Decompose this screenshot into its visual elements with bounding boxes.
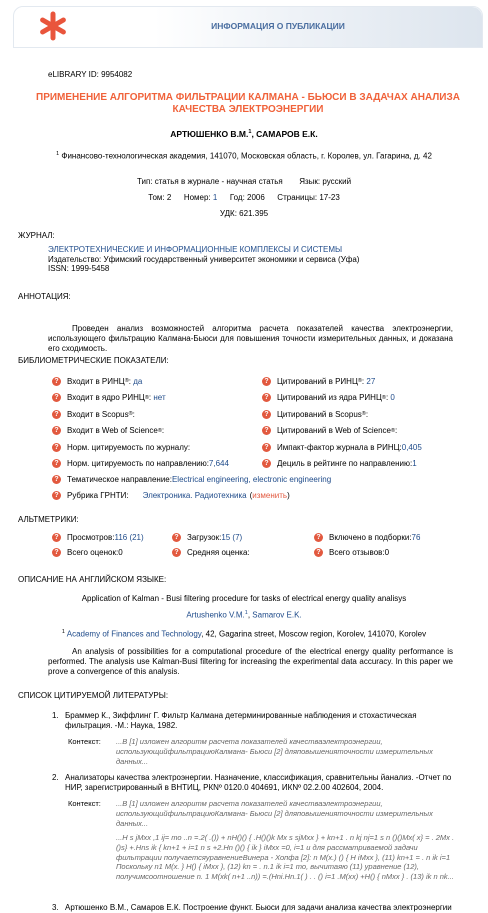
help-icon[interactable]: ?	[262, 377, 271, 386]
author-link[interactable]: АРТЮШЕНКО В.М.	[170, 129, 249, 139]
collections-item	[314, 533, 420, 542]
avg-label: Средняя оценка:	[187, 548, 250, 557]
affiliation-sup: 1	[56, 151, 60, 157]
indicator-row	[262, 456, 482, 473]
help-icon[interactable]: ?	[314, 548, 323, 557]
indicator-label: Норм. цитируемость по направлению:	[67, 459, 209, 469]
registered-mark: ®	[361, 411, 366, 418]
journal-name-link[interactable]: ЭЛЕКТРОТЕХНИЧЕСКИЕ И ИНФОРМАЦИОННЫЕ КОМПЛЕКСЫ И СИСТЕМЫ	[48, 245, 343, 254]
pages-label: Страницы:	[277, 193, 318, 202]
indicator-value[interactable]: нет	[153, 393, 166, 403]
indicator-label: Импакт-фактор журнала в РИНЦ:	[277, 442, 402, 452]
udk-label: УДК:	[219, 209, 237, 218]
indicator-value[interactable]: 1	[412, 459, 417, 469]
indicator-value[interactable]: 7,644	[208, 459, 229, 469]
indicator-row	[52, 439, 262, 456]
indicator-label: Входит в Scopus	[67, 409, 129, 419]
biblio-left-column	[52, 373, 262, 472]
help-icon[interactable]: ?	[52, 410, 61, 419]
annotation-heading: АННОТАЦИЯ:	[18, 292, 71, 301]
altmetrics-heading: АЛЬТМЕТРИКИ:	[18, 515, 79, 524]
downloads-label: Загрузок:	[187, 533, 222, 542]
indicator-label: Дециль в рейтинге по направлению:	[277, 459, 413, 469]
reviews-label: Всего отзывов:	[329, 548, 385, 557]
type-label: Тип:	[136, 177, 153, 186]
registered-mark: ®	[357, 378, 362, 385]
reference-text: Браммер К., Зиффлинг Г. Фильтр Калмана детерминированные наблюдения и стохастическая фильтрация. -М.: Наука, 1982.	[65, 711, 417, 730]
help-icon[interactable]: ?	[262, 410, 271, 419]
indicator-colon: :	[365, 409, 369, 419]
english-author-link[interactable]: Artushenko V.M.	[186, 610, 245, 620]
reviews-item	[314, 548, 389, 557]
annotation-text: Проведен анализ возможностей алгоритма расчета показателей качества электроэнергии, использующего фильтрацию Калмана-Бьюси для повышения точности измерительных данных, и доказана его сходимость.	[48, 324, 453, 353]
meta-row-udk	[0, 209, 488, 218]
biblio-right-column	[262, 373, 482, 472]
indicator-label: Цитирований из ядра РИНЦ	[277, 393, 382, 403]
help-icon[interactable]: ?	[52, 443, 61, 452]
author-separator: ,	[251, 129, 257, 139]
registered-mark: ®	[390, 427, 396, 434]
indicator-row	[262, 423, 482, 440]
grnti-row: ? Рубрика ГРНТИ: Электроника. Радиотехника ( изменить )	[52, 488, 472, 505]
indicator-value[interactable]: да	[133, 376, 143, 386]
indicator-colon: :	[361, 376, 367, 386]
views-item	[52, 533, 144, 542]
reference-text: Анализаторы качества электроэнергии. Назначение, классификация, сравнительны йанализ. -Отчет по НИР, зарегистрированный в ВНТИЦ, РКNº 0120.0 404691, ИКNº 02.2.00 402604, 2004.	[65, 773, 452, 792]
help-icon[interactable]: ?	[52, 426, 61, 435]
number-link[interactable]: 1	[212, 193, 218, 202]
help-icon[interactable]: ?	[262, 426, 271, 435]
help-icon[interactable]: ?	[262, 459, 271, 468]
collections-label: Включено в подборки:	[329, 533, 412, 542]
help-icon[interactable]: ?	[52, 548, 61, 557]
year-value: 2006	[247, 193, 265, 202]
indicator-value[interactable]: 0	[390, 393, 395, 403]
reference-item	[52, 903, 452, 913]
grnti-link[interactable]: Электроника. Радиотехника	[142, 491, 247, 501]
indicator-row	[52, 423, 262, 440]
reference-item	[52, 711, 452, 731]
indicator-row	[262, 390, 482, 407]
english-heading: ОПИСАНИЕ НА АНГЛИЙСКОМ ЯЗЫКЕ:	[18, 575, 167, 584]
indicator-label: Входит в Web of Science	[67, 426, 158, 436]
journal-heading: ЖУРНАЛ:	[18, 231, 55, 240]
help-icon[interactable]: ?	[52, 475, 61, 484]
context-formula-text: ...H s jMxx ,1 ij= то ..n =.2( .()) + nH()() { .H()()k Mx s sjMxx } + kn+1 . n kj nj=1 s n ()()Mx( x} = . 2Mx .()s} +.Hns ik { kn+1 + i=1 n s +2.Hn ()() { ik } iMxx =0, i=1 и для рассматриваемой задачи фильтрации получаетсяуравнениеВинера - Хопфа [2]: n M(x.) () { H iMxx }, (11) kn+1 = . n ik i=1 Поскольку n1 M(x. } H() { iMxx }, (12) kn = . n.1 ik i=1 то, вычитаяю (11) уравнение (12), получимсоотношение n. 1 M(xk( n+1 ..n)) =.(Hni.Hn.1( ) . . () i=1 .M(xx) +H() { nMxx } . (13) ik n nk...	[116, 833, 455, 882]
english-abstract: An analysis of possibilities for a computational procedure of the electrical energy quality performance is performed. The analysis use Kalman-Busi filtering for increasing the experimental data accuracy. In this paper we prove a convergence of this analysis.	[48, 647, 453, 676]
udk-value: 621.395	[239, 209, 269, 218]
references-heading: СПИСОК ЦИТИРУЕМОЙ ЛИТЕРАТУРЫ:	[18, 691, 169, 700]
biblio-extra	[52, 471, 472, 504]
indicator-row	[52, 406, 262, 423]
help-icon[interactable]: ?	[262, 393, 271, 402]
reference-context	[68, 799, 458, 828]
context-label: Контекст:	[68, 799, 101, 808]
indicator-row	[262, 406, 482, 423]
author-affil-sup: 1	[248, 129, 252, 136]
help-icon[interactable]: ?	[314, 533, 323, 542]
indicator-value[interactable]: 0,405	[401, 442, 422, 452]
indicator-value[interactable]: 27	[366, 376, 376, 386]
number-label: Номер:	[183, 193, 211, 202]
english-affil-rest: , 42, Gagarina street, Moscow region, Korolev, 141070, Korolev	[201, 629, 427, 639]
grnti-label: Рубрика ГРНТИ:	[67, 491, 129, 501]
header-title: ИНФОРМАЦИЯ О ПУБЛИКАЦИИ	[211, 21, 345, 31]
indicator-label: Цитирований в Scopus	[277, 409, 362, 419]
downloads-value[interactable]: 15 (7)	[221, 533, 243, 542]
reference-number: 2.	[52, 773, 59, 782]
indicator-label: Входит в ядро РИНЦ	[67, 393, 145, 403]
registered-mark: ®	[144, 394, 149, 401]
indicator-colon: :	[148, 393, 154, 403]
meta-row-issue	[0, 193, 488, 202]
publisher-label: Издательство:	[48, 254, 104, 264]
indicator-colon: :	[132, 409, 135, 419]
type-value: статья в журнале - научная статья	[154, 177, 283, 186]
help-icon[interactable]: ?	[52, 459, 61, 468]
affiliation	[0, 151, 488, 161]
library-id: eLIBRARY ID: 9954082	[48, 70, 133, 79]
help-icon[interactable]: ?	[52, 491, 61, 500]
year-label: Год:	[229, 193, 245, 202]
indicator-colon: :	[161, 426, 165, 436]
context-text: ...В [1] изложен алгоритм расчета показателей качестваэлектроэнергии, использующийфильтрациюКалмана- Бьюси [2] дляповышенияточности измерительных данных...	[116, 737, 433, 766]
english-affiliation	[0, 629, 488, 639]
pages-value: 17-23	[319, 193, 340, 202]
reference-number: 1.	[52, 711, 59, 720]
indicator-label: Цитирований в РИНЦ	[277, 376, 358, 386]
theme-label: Тематическое направление:	[67, 474, 172, 484]
collections-value[interactable]: 76	[411, 533, 421, 542]
lang-value: русский	[322, 177, 352, 186]
indicator-row	[52, 456, 262, 473]
registered-mark: ®	[124, 378, 129, 385]
avg-rating-item	[172, 548, 250, 557]
issn-row	[48, 264, 359, 274]
english-author-separator: ,	[247, 610, 253, 620]
biblio-heading: БИБЛИОМЕТРИЧЕСКИЕ ПОКАЗАТЕЛИ:	[18, 356, 169, 365]
registered-mark: ®	[381, 394, 386, 401]
theme-row	[52, 471, 472, 488]
publisher-row	[48, 255, 359, 265]
reference-context	[68, 737, 458, 766]
views-value[interactable]: 116 (21)	[114, 533, 144, 542]
issn-value: 1999-5458	[71, 264, 110, 273]
english-author-sup: 1	[244, 610, 248, 616]
help-icon[interactable]: ?	[172, 533, 181, 542]
grnti-change-link[interactable]: изменить	[252, 491, 288, 501]
authors	[0, 129, 488, 139]
english-author-link[interactable]: Samarov E.K.	[252, 610, 302, 620]
reviews-value: 0	[384, 548, 390, 557]
indicator-label: Цитирований в Web of Science	[277, 426, 391, 436]
indicator-row	[262, 439, 482, 456]
help-icon[interactable]: ?	[52, 377, 61, 386]
ratings-value: 0	[118, 548, 123, 557]
reference-item	[52, 773, 452, 793]
english-title: Application of Kalman - Busi filtering procedure for tasks of electrical energy quality analisys	[81, 594, 407, 603]
ratings-label: Всего оценок:	[67, 548, 119, 557]
reference-context-formula	[68, 833, 458, 899]
theme-link[interactable]: Electrical engineering, electronic engineering	[171, 474, 332, 484]
indicator-colon: :	[395, 426, 398, 436]
english-authors	[0, 610, 488, 620]
downloads-item	[172, 533, 242, 542]
help-icon[interactable]: ?	[52, 393, 61, 402]
ratings-item	[52, 548, 123, 557]
help-icon[interactable]: ?	[262, 443, 271, 452]
indicator-label: Входит в РИНЦ	[67, 376, 125, 386]
lang-label: Язык:	[299, 177, 321, 186]
help-icon[interactable]: ?	[52, 533, 61, 542]
english-affil-sup: 1	[61, 629, 65, 635]
reference-number: 3.	[52, 903, 59, 912]
indicator-row	[262, 373, 482, 390]
registered-mark: ®	[128, 411, 133, 418]
registered-mark: ®	[157, 427, 162, 434]
author-link[interactable]: САМАРОВ Е.К.	[256, 129, 318, 139]
journal-block	[48, 245, 359, 274]
indicator-colon: :	[128, 376, 134, 386]
reference-text: Артюшенко В.М., Самаров Е.К. Построение функт. Бьюси для задачи анализа качества электроэнергии	[65, 903, 452, 912]
issn-label: ISSN:	[48, 264, 72, 273]
context-text: ...В [1] изложен алгоритм расчета показателей качестваэлектроэнергии, использующийфильтрациюКалмана- Бьюси [2] дляповышенияточности измерительных данных...	[116, 799, 433, 828]
volume-value: 2	[166, 193, 172, 202]
meta-row-type	[0, 177, 488, 186]
header-panel	[13, 6, 483, 48]
views-label: Просмотров:	[67, 533, 115, 542]
publication-title: ПРИМЕНЕНИЕ АЛГОРИТМА ФИЛЬТРАЦИИ КАЛМАНА - БЬЮСИ В ЗАДАЧАХ АНАЛИЗА КАЧЕСТВА ЭЛЕКТРОЭНЕРГИИ	[36, 92, 460, 115]
publisher-value: Уфимский государственный университет экономики и сервиса (Уфа)	[103, 254, 360, 264]
english-affil-link[interactable]: Academy of Finances and Technology	[66, 629, 202, 639]
context-label: Контекст:	[68, 737, 101, 746]
volume-label: Том:	[148, 193, 165, 202]
indicator-row	[52, 390, 262, 407]
affiliation-text: Финансово-технологическая академия, 141070, Московская область, г. Королев, ул. Гагарина, д. 42	[59, 151, 432, 161]
indicator-row	[52, 373, 262, 390]
help-icon[interactable]: ?	[172, 548, 181, 557]
indicator-label: Норм. цитируемость по журналу:	[67, 442, 191, 452]
indicator-colon: :	[385, 393, 391, 403]
